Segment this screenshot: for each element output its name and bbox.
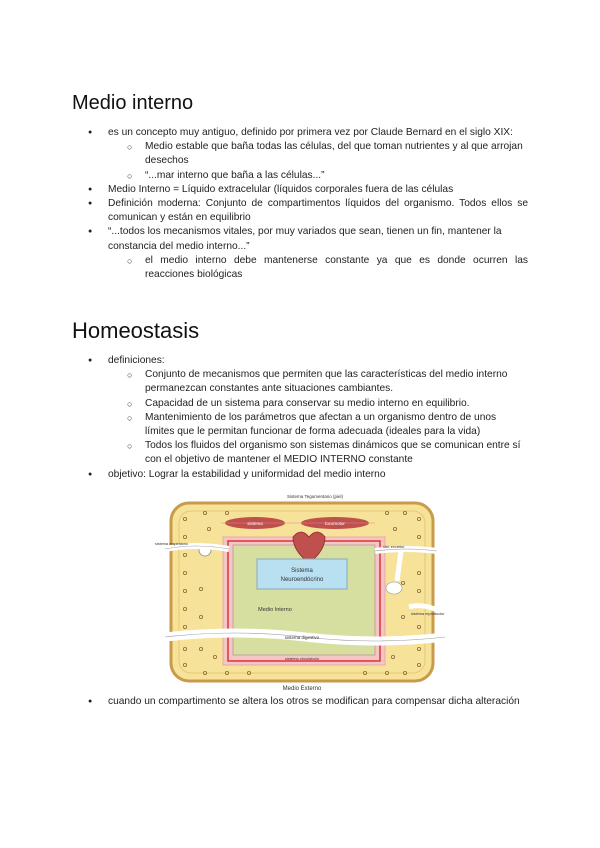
sub-list-item: ○ Medio estable que baña todas las células, del que toman nutrientes y al que arrojan desechos: [0, 140, 600, 168]
medio-externo-label: Medio Externo: [282, 686, 322, 692]
digestivo-label: sistema digestivo: [284, 635, 320, 640]
medio-interno-label: Medio Interno: [258, 607, 292, 613]
section-title-medio-interno: Medio interno: [72, 92, 194, 114]
homeostasis-after-list: [0, 695, 600, 709]
center-label-2: Neuroendócrino: [280, 577, 324, 583]
left-label: sistema respiratorio: [155, 542, 189, 546]
medio-interno-diagram: [155, 489, 445, 694]
sub-list-item: ○ el medio interno debe mantenerse constante ya que es donde ocurren las reacciones biológicas: [0, 254, 600, 282]
list-item: ● Medio Interno = Líquido extracelular (líquidos corporales fuera de las células: [0, 183, 600, 197]
homeostasis-list: [0, 354, 600, 482]
sub-list-item: ○ Capacidad de un sistema para conservar su medio interno en equilibrio.: [0, 397, 600, 411]
bladder-icon: [386, 582, 402, 594]
sub-list-item: ○ Mantenimiento de los parámetros que afectan a un organismo dentro de unos límites que le permitan funcionar de forma adecuada (ideales para la vida): [0, 411, 600, 439]
list-item: ● Definición moderna: Conjunto de compartimentos líquidos del organismo. Todos ellos se comunican y están en equilibrio: [0, 197, 600, 225]
sub-list-item: ○ “...mar interno que baña a las células...”: [0, 169, 600, 183]
muscle-left-label: sistema: [247, 521, 263, 526]
section-title-homeostasis: Homeostasis: [72, 318, 200, 343]
sub-list-item: ○ Todos los fluidos del organismo son sistemas dinámicos que se comunican entre sí con el objetivo de mantener el MEDIO INTERNO constante: [0, 439, 600, 467]
medio-interno-list: [0, 126, 600, 282]
top-label: Sistema Tegumentario (piel): [287, 494, 343, 499]
list-item: ● definiciones:: [0, 354, 600, 368]
list-item: ● objetivo: Lograr la estabilidad y uniformidad del medio interno: [0, 468, 600, 482]
list-item: ● cuando un compartimento se altera los otros se modifican para compensar dicha alteración: [0, 695, 600, 709]
right-top-label: sist. excretor: [383, 545, 405, 549]
neuroendocrine-box: [257, 559, 347, 589]
list-item: ● “...todos los mecanismos vitales, por muy variados que sean, tienen un fin, mantener la constancia del medio interno...”: [0, 225, 600, 253]
sub-list-item: ○ Conjunto de mecanismos que permiten que las características del medio interno permanezcan constantes ante situaciones cambiantes.: [0, 368, 600, 396]
right-label: sistema reproductor: [411, 612, 445, 616]
list-item: ● es un concepto muy antiguo, definido por primera vez por Claude Bernard en el siglo XIX:: [0, 126, 600, 140]
muscle-right-label: locomotor: [325, 521, 345, 526]
circulatorio-label: sistema circulatorio: [284, 656, 320, 661]
center-label-1: Sistema: [291, 568, 313, 574]
